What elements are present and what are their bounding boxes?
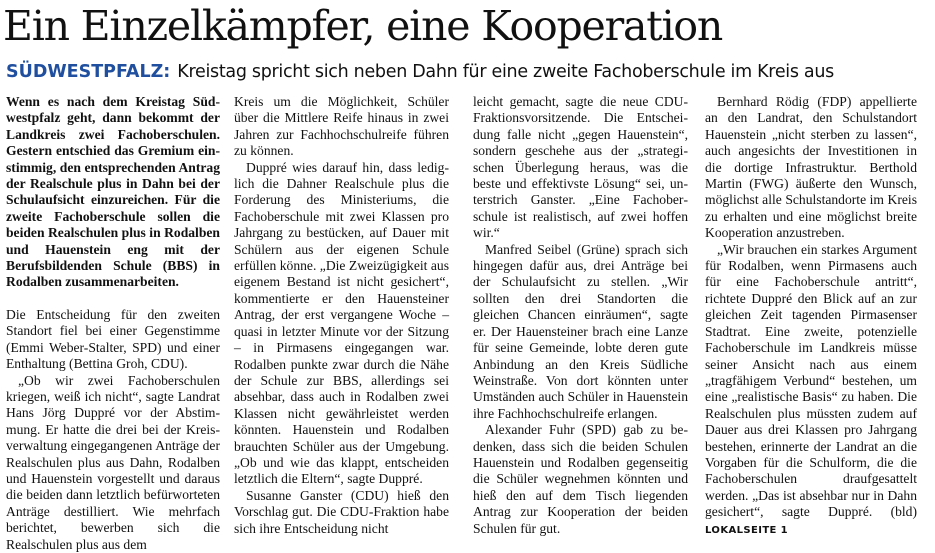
paragraph: Die Entscheidung für den zweiten Standort fiel bei einer Gegenstimme (Emmi Weber-Stalter, SPD) und einer Enthaltung (Bettina Groh, CDU).: [6, 306, 220, 372]
subheadline-text: Kreistag spricht sich neben Dahn für eine zweite Fachoberschule im Kreis aus: [177, 62, 834, 82]
paragraph: Susanne Ganster (CDU) hieß den Vorschlag gut. Die CDU-Fraktion habe sich ihre Entscheidung nicht: [234, 487, 449, 536]
paragraph: leicht gemacht, sagte die neue CDU-Fraktionsvorsitzende. Die Entscheidung falle nicht „gegen Hauenstein“, sondern geschehe aus der „strategischen Überlegung heraus, was die beste und effektivste Lösung“ sei, unterstrich Ganster. „Eine Fachoberschule ist realistisch, auf zwei hoffen wir.“: [473, 94, 688, 241]
paragraph: „Ob wir zwei Fachoberschulen kriegen, weiß ich nicht“, sagte Landrat Hans Jörg Duppré vor der Abstimmung. Er hatte die drei bei der Kreisverwaltung eingegangenen Anträge der Realschulen plus aus Dahn, Rodalben und Hauenstein vorgestellt und daraus die beiden dann letztlich befürworteten Anträge destilliert. Wie mehrfach berichtet, bewerben sich die Realschulen plus aus dem: [6, 372, 220, 552]
article-column-3: [473, 94, 688, 537]
article-column-2: [234, 94, 449, 537]
article-lead: Wenn es nach dem Kreistag Südwestpfalz geht, dann bekommt der Landkreis zwei Fachoberschulen. Gestern entschied das Gremium einstimmig, den entsprechenden Antrag der Realschule plus in Dahn bei der Schulaufsicht einzureichen. Für die zweite Fachoberschule sollen die beiden Realschulen plus in Rodalben und Hauenstein eng mit der Berufsbildenden Schule (BBS) in Rodalben zusammenarbeiten.: [6, 94, 220, 290]
paragraph: Duppré wies darauf hin, dass lediglich die Dahner Realschule plus die Forderung des Ministeriums, die Fachoberschule mit zwei Klassen pro Jahrgang zu bestücken, auf Dauer mit Schülern aus der eigenen Schule erfüllen könne. „Die Zweizügigkeit aus eigenem Bestand ist nicht gesichert“, kommentierte er den Hauensteiner Antrag, der erst vergangene Woche – quasi in letzter Minute vor der Sitzung – in Pirmasens eingegangen war. Rodalben punkte zwar durch die Nähe der Schule zur BBS, allerdings sei absehbar, dass auch in Rodalben zwei Klassen nicht gewährleistet werden könnten. Hauenstein und Rodalben brauchten Schüler aus der Umgebung. „Ob und wie das klappt, entscheiden letztlich die Eltern“, sagte Duppré.: [234, 159, 449, 487]
paragraph: Manfred Seibel (Grüne) sprach sich hingegen dafür aus, drei Anträge bei der Schulaufsicht zu stellen. „Wir sollten den drei Standorten die gleichen Chancen einräumen“, sagte er. Der Hauensteiner brach eine Lanze für seine Gemeinde, lobte deren gute Anbindung an den Kreis Südliche Weinstraße. Von dort könnten unter Umständen auch Schüler in Hauenstein ihre Fachhochschulreife erlangen.: [473, 241, 688, 421]
paragraph: Bernhard Rödig (FDP) appellierte an den Landrat, den Schulstandort Hauenstein „nicht sterben zu lassen“, auch angesichts der Investitionen in die dortige Infrastruktur. Berthold Martin (FWG) äußerte den Wunsch, möglichst alle Schulstandorte im Kreis zu erhalten und eine möglichst breite Kooperation anzustreben.: [705, 94, 917, 241]
headline: Ein Einzelkämpfer, eine Kooperation: [3, 2, 723, 50]
subheadline: [6, 60, 932, 84]
paragraph-text: „Wir brauchen ein starkes Argument für Rodalben, wenn Pirmasens auch für eine Fachoberschule antritt“, richtete Duppré den Blick auf an zur gleichen Zeit tagenden Pirmasenser Stadtrat. Eine zweite, potenzielle Fachoberschule im Landkreis müsse seiner Ansicht nach aus einem „tragfähigem Verbund“ bestehen, um eine „realistische Basis“ zu haben. Die Realschulen plus müssten zudem auf Dauer aus drei Klassen pro Jahrgang bestehen, erinnerte der Landrat an die Vorgaben für die Schulform, die die Fachoberschulen draufgesattelt werden. „Das ist absehbar nur in Dahn gesichert“, sagte Duppré. (bld): [705, 241, 917, 520]
paragraph: [705, 242, 917, 539]
region-kicker: SÜDWESTPFALZ:: [6, 62, 171, 82]
article-column-1: [6, 94, 220, 553]
paragraph: Alexander Fuhr (SPD) gab zu bedenken, dass sich die beiden Schulen Hauenstein und Rodalben gegenseitig die Schüler wegnehmen könnten und hieß den auf dem Tisch liegenden Antrag zur Kooperation der beiden Schulen für gut.: [473, 422, 688, 536]
article-column-4: [705, 94, 917, 539]
page-reference: LOKALSEITE 1: [705, 524, 789, 536]
paragraph: Kreis um die Möglichkeit, Schüler über die Mittlere Reife hinaus in zwei Jahren zur Fachhochschulreife führen zu können.: [234, 94, 449, 159]
